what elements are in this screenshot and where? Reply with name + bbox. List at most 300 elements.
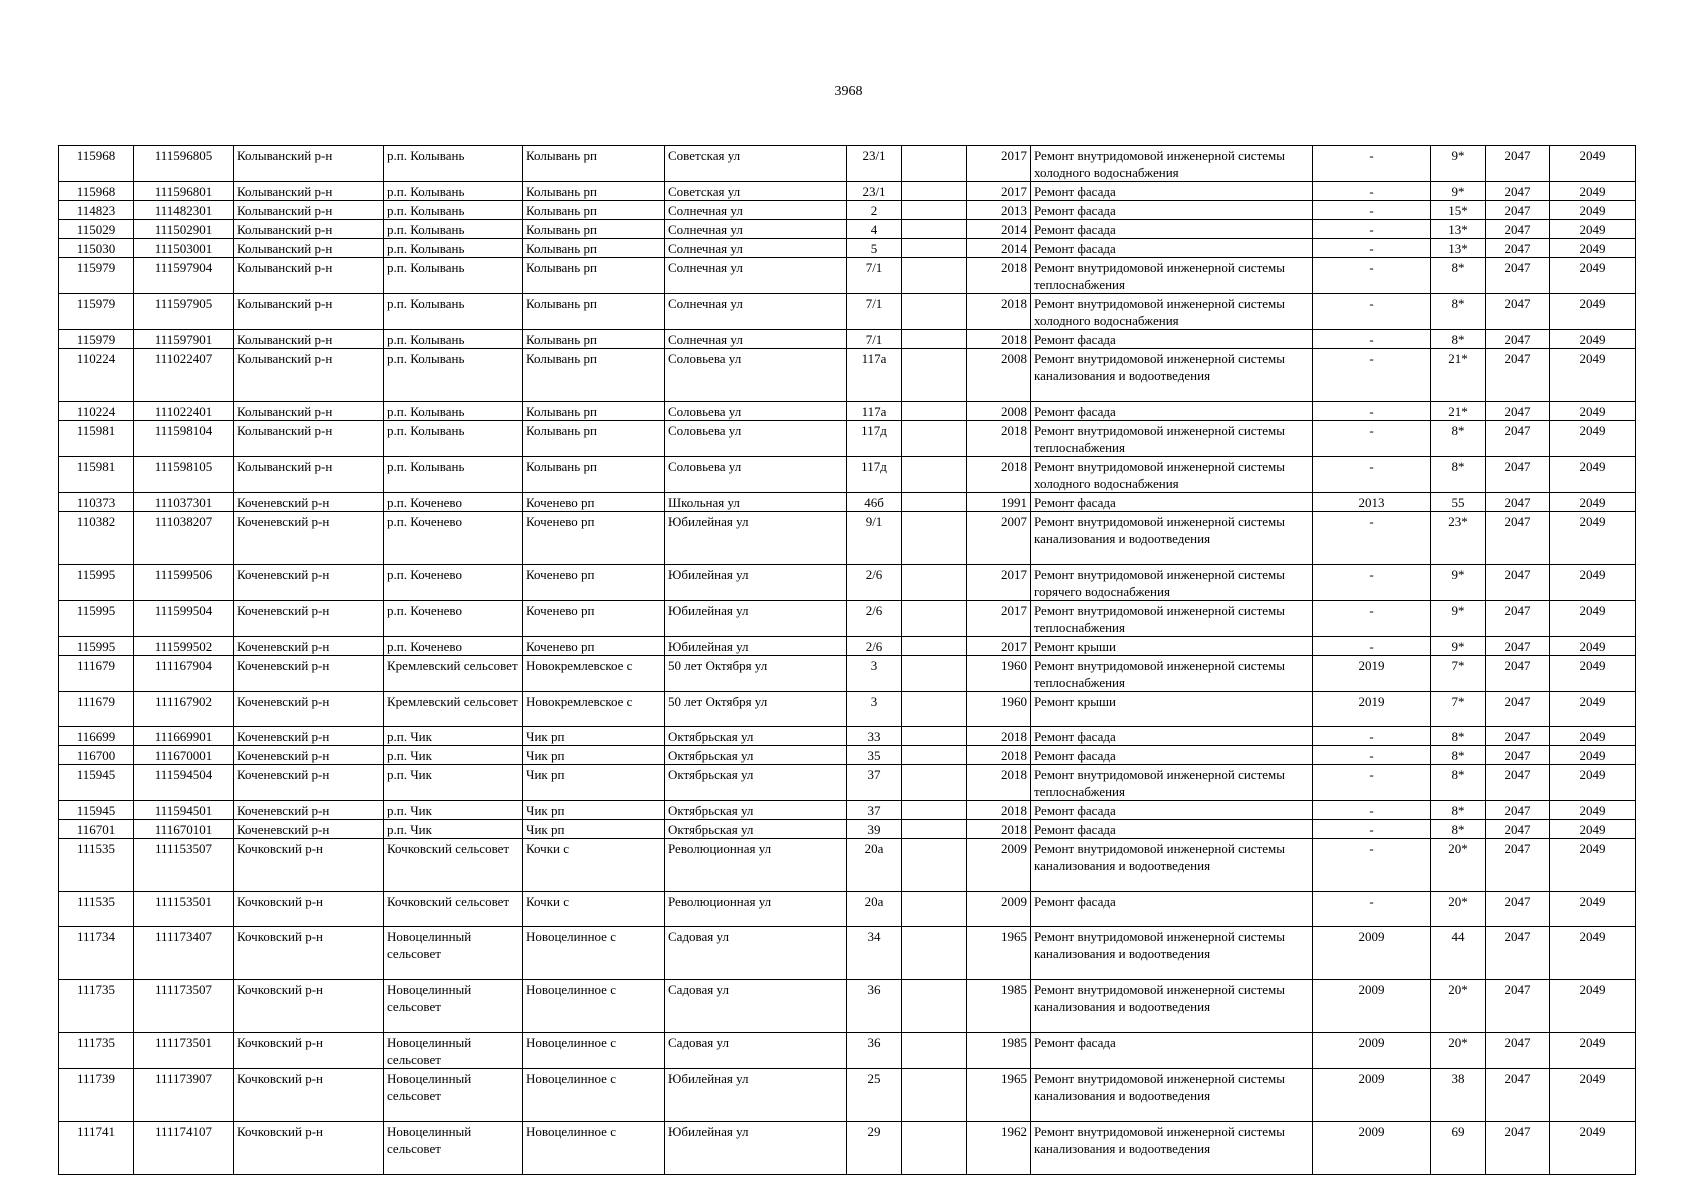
- cell-last-repair-year: -: [1313, 727, 1431, 746]
- table-row: [59, 765, 1636, 801]
- cell-settlement: Чик рп: [523, 820, 665, 839]
- cell-last-repair-year: -: [1313, 565, 1431, 601]
- cell-street: Революционная ул: [665, 892, 847, 927]
- cell-settlement: Чик рп: [523, 746, 665, 765]
- cell-plan-start: 2047: [1486, 746, 1550, 765]
- cell-street: Соловьева ул: [665, 457, 847, 493]
- cell-work-type: Ремонт внутридомовой инженерной системы канализования и водоотведения: [1031, 980, 1313, 1033]
- cell-building: [902, 201, 967, 220]
- cell-wear: 55: [1431, 493, 1486, 512]
- cell-house-id: 111679: [59, 656, 134, 692]
- table-row: [59, 1033, 1636, 1069]
- cell-work-type: Ремонт фасада: [1031, 182, 1313, 201]
- cell-plan-start: 2047: [1486, 402, 1550, 421]
- cell-wear: 9*: [1431, 601, 1486, 637]
- cell-house-id: 115945: [59, 765, 134, 801]
- cell-district: Колыванский р-н: [234, 402, 384, 421]
- cell-wear: 8*: [1431, 330, 1486, 349]
- cell-street: Солнечная ул: [665, 294, 847, 330]
- cell-settlement: Новокремлевское с: [523, 692, 665, 727]
- cell-settlement: Колывань рп: [523, 402, 665, 421]
- cell-plan-end: 2049: [1550, 1122, 1636, 1175]
- cell-street: Юбилейная ул: [665, 637, 847, 656]
- cell-house-number: 20а: [847, 839, 902, 892]
- cell-settlement: Кочки с: [523, 839, 665, 892]
- cell-settlement: Чик рп: [523, 801, 665, 820]
- cell-plan-start: 2047: [1486, 349, 1550, 402]
- cell-district: Кочковский р-н: [234, 927, 384, 980]
- cell-wear: 69: [1431, 1122, 1486, 1175]
- cell-settlement: Колывань рп: [523, 239, 665, 258]
- table-row: [59, 330, 1636, 349]
- cell-plan-end: 2049: [1550, 637, 1636, 656]
- cell-house-number: 3: [847, 692, 902, 727]
- table-row: [59, 801, 1636, 820]
- cell-settlement: Колывань рп: [523, 421, 665, 457]
- cell-house-id: 115979: [59, 294, 134, 330]
- cell-plan-start: 2047: [1486, 294, 1550, 330]
- cell-district: Кочковский р-н: [234, 839, 384, 892]
- cell-street: Октябрьская ул: [665, 801, 847, 820]
- cell-district: Коченевский р-н: [234, 565, 384, 601]
- cell-work-id: 111502901: [134, 220, 234, 239]
- cell-build-year: 2018: [967, 421, 1031, 457]
- cell-wear: 20*: [1431, 892, 1486, 927]
- cell-district: Коченевский р-н: [234, 601, 384, 637]
- cell-work-type: Ремонт внутридомовой инженерной системы горячего водоснабжения: [1031, 565, 1313, 601]
- cell-work-id: 111038207: [134, 512, 234, 565]
- cell-work-id: 111503001: [134, 239, 234, 258]
- cell-build-year: 1991: [967, 493, 1031, 512]
- table-row: [59, 565, 1636, 601]
- cell-settlement: Колывань рп: [523, 457, 665, 493]
- cell-house-id: 111735: [59, 1033, 134, 1069]
- cell-wear: 13*: [1431, 220, 1486, 239]
- cell-house-id: 110224: [59, 402, 134, 421]
- cell-street: Садовая ул: [665, 927, 847, 980]
- cell-work-type: Ремонт фасада: [1031, 330, 1313, 349]
- cell-municipality: р.п. Коченево: [384, 601, 523, 637]
- cell-street: Соловьева ул: [665, 402, 847, 421]
- cell-building: [902, 637, 967, 656]
- cell-district: Колыванский р-н: [234, 258, 384, 294]
- cell-wear: 8*: [1431, 765, 1486, 801]
- cell-house-number: 34: [847, 927, 902, 980]
- cell-building: [902, 330, 967, 349]
- cell-wear: 8*: [1431, 258, 1486, 294]
- cell-municipality: р.п. Колывань: [384, 201, 523, 220]
- cell-work-id: 111022401: [134, 402, 234, 421]
- cell-district: Колыванский р-н: [234, 330, 384, 349]
- cell-house-id: 115979: [59, 330, 134, 349]
- cell-street: Юбилейная ул: [665, 1069, 847, 1122]
- table-row: [59, 892, 1636, 927]
- cell-settlement: Колывань рп: [523, 294, 665, 330]
- cell-last-repair-year: -: [1313, 146, 1431, 182]
- cell-work-id: 111167904: [134, 656, 234, 692]
- cell-district: Кочковский р-н: [234, 1033, 384, 1069]
- cell-municipality: Новоцелинный сельсовет: [384, 980, 523, 1033]
- cell-house-number: 37: [847, 801, 902, 820]
- cell-house-id: 110373: [59, 493, 134, 512]
- cell-building: [902, 692, 967, 727]
- cell-plan-start: 2047: [1486, 1033, 1550, 1069]
- cell-plan-start: 2047: [1486, 765, 1550, 801]
- cell-wear: 38: [1431, 1069, 1486, 1122]
- cell-building: [902, 1033, 967, 1069]
- cell-building: [902, 820, 967, 839]
- cell-settlement: Чик рп: [523, 765, 665, 801]
- cell-work-id: 111167902: [134, 692, 234, 727]
- cell-building: [902, 801, 967, 820]
- cell-work-type: Ремонт внутридомовой инженерной системы канализования и водоотведения: [1031, 349, 1313, 402]
- cell-work-type: Ремонт внутридомовой инженерной системы теплоснабжения: [1031, 421, 1313, 457]
- table-row: [59, 692, 1636, 727]
- cell-work-type: Ремонт внутридомовой инженерной системы холодного водоснабжения: [1031, 457, 1313, 493]
- cell-street: Октябрьская ул: [665, 820, 847, 839]
- cell-municipality: Новоцелинный сельсовет: [384, 1069, 523, 1122]
- cell-district: Коченевский р-н: [234, 727, 384, 746]
- cell-settlement: Колывань рп: [523, 201, 665, 220]
- cell-building: [902, 421, 967, 457]
- page-number: 3968: [834, 84, 863, 99]
- cell-house-id: 111535: [59, 892, 134, 927]
- cell-last-repair-year: 2009: [1313, 1033, 1431, 1069]
- cell-building: [902, 892, 967, 927]
- cell-plan-end: 2049: [1550, 294, 1636, 330]
- cell-work-id: 111022407: [134, 349, 234, 402]
- table-row: [59, 182, 1636, 201]
- cell-work-id: 111597905: [134, 294, 234, 330]
- cell-house-id: 116701: [59, 820, 134, 839]
- cell-last-repair-year: 2013: [1313, 493, 1431, 512]
- cell-build-year: 2017: [967, 182, 1031, 201]
- cell-work-type: Ремонт внутридомовой инженерной системы теплоснабжения: [1031, 656, 1313, 692]
- cell-work-type: Ремонт внутридомовой инженерной системы холодного водоснабжения: [1031, 146, 1313, 182]
- cell-last-repair-year: -: [1313, 746, 1431, 765]
- cell-build-year: 2009: [967, 839, 1031, 892]
- cell-house-number: 117д: [847, 421, 902, 457]
- cell-plan-end: 2049: [1550, 892, 1636, 927]
- cell-house-id: 114823: [59, 201, 134, 220]
- cell-plan-start: 2047: [1486, 692, 1550, 727]
- cell-settlement: Коченево рп: [523, 565, 665, 601]
- cell-district: Колыванский р-н: [234, 146, 384, 182]
- cell-district: Колыванский р-н: [234, 349, 384, 402]
- cell-wear: 21*: [1431, 349, 1486, 402]
- cell-plan-start: 2047: [1486, 239, 1550, 258]
- cell-wear: 7*: [1431, 692, 1486, 727]
- cell-house-id: 111535: [59, 839, 134, 892]
- cell-work-id: 111670101: [134, 820, 234, 839]
- cell-work-id: 111173507: [134, 980, 234, 1033]
- cell-wear: 9*: [1431, 637, 1486, 656]
- cell-municipality: Кочковский сельсовет: [384, 839, 523, 892]
- cell-house-id: 115968: [59, 146, 134, 182]
- cell-district: Коченевский р-н: [234, 493, 384, 512]
- cell-district: Кочковский р-н: [234, 1069, 384, 1122]
- cell-municipality: Новоцелинный сельсовет: [384, 1122, 523, 1175]
- cell-wear: 8*: [1431, 727, 1486, 746]
- cell-work-type: Ремонт внутридомовой инженерной системы канализования и водоотведения: [1031, 512, 1313, 565]
- cell-last-repair-year: -: [1313, 457, 1431, 493]
- cell-plan-end: 2049: [1550, 182, 1636, 201]
- cell-plan-start: 2047: [1486, 512, 1550, 565]
- cell-house-number: 117д: [847, 457, 902, 493]
- cell-house-number: 23/1: [847, 182, 902, 201]
- cell-settlement: Колывань рп: [523, 330, 665, 349]
- table-row: [59, 637, 1636, 656]
- cell-work-type: Ремонт фасада: [1031, 892, 1313, 927]
- cell-house-number: 35: [847, 746, 902, 765]
- cell-house-number: 37: [847, 765, 902, 801]
- cell-building: [902, 1069, 967, 1122]
- cell-plan-end: 2049: [1550, 820, 1636, 839]
- cell-municipality: Новоцелинный сельсовет: [384, 927, 523, 980]
- table-row: [59, 239, 1636, 258]
- cell-street: Солнечная ул: [665, 201, 847, 220]
- cell-plan-start: 2047: [1486, 801, 1550, 820]
- cell-settlement: Колывань рп: [523, 258, 665, 294]
- cell-plan-end: 2049: [1550, 349, 1636, 402]
- cell-plan-start: 2047: [1486, 565, 1550, 601]
- cell-last-repair-year: -: [1313, 182, 1431, 201]
- cell-settlement: Новоцелинное с: [523, 1122, 665, 1175]
- cell-work-type: Ремонт фасада: [1031, 239, 1313, 258]
- cell-wear: 21*: [1431, 402, 1486, 421]
- cell-wear: 8*: [1431, 457, 1486, 493]
- cell-plan-end: 2049: [1550, 565, 1636, 601]
- cell-wear: 20*: [1431, 980, 1486, 1033]
- cell-plan-end: 2049: [1550, 927, 1636, 980]
- cell-municipality: Новоцелинный сельсовет: [384, 1033, 523, 1069]
- cell-municipality: р.п. Чик: [384, 820, 523, 839]
- cell-house-number: 33: [847, 727, 902, 746]
- cell-street: Революционная ул: [665, 839, 847, 892]
- cell-district: Колыванский р-н: [234, 421, 384, 457]
- cell-municipality: р.п. Колывань: [384, 220, 523, 239]
- cell-wear: 44: [1431, 927, 1486, 980]
- cell-house-number: 7/1: [847, 294, 902, 330]
- cell-plan-end: 2049: [1550, 801, 1636, 820]
- cell-work-id: 111037301: [134, 493, 234, 512]
- cell-work-type: Ремонт фасада: [1031, 201, 1313, 220]
- cell-settlement: Новоцелинное с: [523, 1033, 665, 1069]
- cell-building: [902, 727, 967, 746]
- cell-work-type: Ремонт внутридомовой инженерной системы канализования и водоотведения: [1031, 839, 1313, 892]
- cell-street: Советская ул: [665, 182, 847, 201]
- cell-build-year: 1960: [967, 692, 1031, 727]
- cell-build-year: 1965: [967, 1069, 1031, 1122]
- cell-house-number: 29: [847, 1122, 902, 1175]
- cell-last-repair-year: -: [1313, 765, 1431, 801]
- cell-house-number: 39: [847, 820, 902, 839]
- cell-wear: 8*: [1431, 820, 1486, 839]
- cell-plan-start: 2047: [1486, 820, 1550, 839]
- cell-municipality: р.п. Чик: [384, 765, 523, 801]
- cell-building: [902, 493, 967, 512]
- cell-settlement: Коченево рп: [523, 512, 665, 565]
- cell-house-id: 111679: [59, 692, 134, 727]
- cell-plan-end: 2049: [1550, 692, 1636, 727]
- table-row: [59, 349, 1636, 402]
- table-row: [59, 294, 1636, 330]
- cell-plan-end: 2049: [1550, 601, 1636, 637]
- table-row: [59, 457, 1636, 493]
- cell-work-type: Ремонт внутридомовой инженерной системы канализования и водоотведения: [1031, 1122, 1313, 1175]
- cell-house-number: 20а: [847, 892, 902, 927]
- cell-work-id: 111482301: [134, 201, 234, 220]
- cell-build-year: 2009: [967, 892, 1031, 927]
- cell-street: Юбилейная ул: [665, 565, 847, 601]
- cell-build-year: 2017: [967, 565, 1031, 601]
- cell-work-type: Ремонт фасада: [1031, 220, 1313, 239]
- table-row: [59, 1069, 1636, 1122]
- cell-building: [902, 601, 967, 637]
- cell-plan-start: 2047: [1486, 1069, 1550, 1122]
- cell-work-type: Ремонт внутридомовой инженерной системы канализования и водоотведения: [1031, 1069, 1313, 1122]
- cell-house-id: 115995: [59, 601, 134, 637]
- cell-building: [902, 980, 967, 1033]
- cell-street: 50 лет Октября ул: [665, 656, 847, 692]
- cell-district: Коченевский р-н: [234, 765, 384, 801]
- cell-plan-end: 2049: [1550, 258, 1636, 294]
- cell-district: Коченевский р-н: [234, 656, 384, 692]
- cell-building: [902, 839, 967, 892]
- cell-build-year: 1962: [967, 1122, 1031, 1175]
- cell-plan-end: 2049: [1550, 330, 1636, 349]
- cell-plan-start: 2047: [1486, 980, 1550, 1033]
- cell-street: Юбилейная ул: [665, 1122, 847, 1175]
- cell-plan-start: 2047: [1486, 839, 1550, 892]
- table-row: [59, 201, 1636, 220]
- cell-house-number: 3: [847, 656, 902, 692]
- cell-settlement: Кочки с: [523, 892, 665, 927]
- cell-build-year: 2018: [967, 258, 1031, 294]
- cell-house-id: 115029: [59, 220, 134, 239]
- cell-house-id: 111739: [59, 1069, 134, 1122]
- cell-building: [902, 182, 967, 201]
- cell-house-number: 117а: [847, 349, 902, 402]
- cell-build-year: 2018: [967, 746, 1031, 765]
- cell-building: [902, 258, 967, 294]
- cell-work-type: Ремонт крыши: [1031, 637, 1313, 656]
- table-row: [59, 727, 1636, 746]
- cell-last-repair-year: -: [1313, 330, 1431, 349]
- cell-wear: 7*: [1431, 656, 1486, 692]
- table-row: [59, 512, 1636, 565]
- cell-work-type: Ремонт внутридомовой инженерной системы теплоснабжения: [1031, 601, 1313, 637]
- cell-house-number: 2/6: [847, 565, 902, 601]
- cell-building: [902, 746, 967, 765]
- cell-work-id: 111596805: [134, 146, 234, 182]
- cell-wear: 8*: [1431, 421, 1486, 457]
- cell-settlement: Колывань рп: [523, 349, 665, 402]
- cell-settlement: Новоцелинное с: [523, 980, 665, 1033]
- cell-build-year: 1985: [967, 980, 1031, 1033]
- cell-plan-end: 2049: [1550, 1069, 1636, 1122]
- cell-municipality: р.п. Колывань: [384, 330, 523, 349]
- cell-building: [902, 294, 967, 330]
- cell-work-id: 111594504: [134, 765, 234, 801]
- cell-district: Кочковский р-н: [234, 980, 384, 1033]
- cell-work-id: 111599504: [134, 601, 234, 637]
- cell-district: Колыванский р-н: [234, 294, 384, 330]
- cell-house-id: 110224: [59, 349, 134, 402]
- cell-municipality: р.п. Колывань: [384, 457, 523, 493]
- cell-work-id: 111597901: [134, 330, 234, 349]
- cell-work-type: Ремонт фасада: [1031, 1033, 1313, 1069]
- cell-work-id: 111173407: [134, 927, 234, 980]
- cell-build-year: 2014: [967, 239, 1031, 258]
- cell-settlement: Новоцелинное с: [523, 1069, 665, 1122]
- cell-building: [902, 146, 967, 182]
- cell-building: [902, 765, 967, 801]
- cell-plan-end: 2049: [1550, 201, 1636, 220]
- cell-wear: 9*: [1431, 565, 1486, 601]
- cell-plan-start: 2047: [1486, 201, 1550, 220]
- cell-municipality: р.п. Колывань: [384, 421, 523, 457]
- cell-work-type: Ремонт крыши: [1031, 692, 1313, 727]
- cell-wear: 9*: [1431, 182, 1486, 201]
- cell-district: Колыванский р-н: [234, 220, 384, 239]
- cell-build-year: 2018: [967, 801, 1031, 820]
- cell-last-repair-year: 2009: [1313, 927, 1431, 980]
- cell-district: Кочковский р-н: [234, 892, 384, 927]
- cell-last-repair-year: -: [1313, 201, 1431, 220]
- cell-last-repair-year: -: [1313, 512, 1431, 565]
- cell-plan-end: 2049: [1550, 146, 1636, 182]
- cell-plan-start: 2047: [1486, 637, 1550, 656]
- cell-municipality: Кремлевский сельсовет: [384, 692, 523, 727]
- cell-house-id: 115981: [59, 457, 134, 493]
- cell-last-repair-year: -: [1313, 637, 1431, 656]
- cell-work-type: Ремонт фасада: [1031, 727, 1313, 746]
- cell-municipality: р.п. Колывань: [384, 182, 523, 201]
- cell-house-id: 115995: [59, 637, 134, 656]
- cell-settlement: Коченево рп: [523, 601, 665, 637]
- cell-house-id: 115968: [59, 182, 134, 201]
- cell-district: Коченевский р-н: [234, 512, 384, 565]
- cell-last-repair-year: 2009: [1313, 1069, 1431, 1122]
- cell-house-number: 36: [847, 980, 902, 1033]
- cell-building: [902, 512, 967, 565]
- cell-house-number: 2: [847, 201, 902, 220]
- cell-wear: 20*: [1431, 839, 1486, 892]
- cell-house-number: 23/1: [847, 146, 902, 182]
- cell-district: Колыванский р-н: [234, 201, 384, 220]
- cell-last-repair-year: -: [1313, 801, 1431, 820]
- table-row: [59, 601, 1636, 637]
- cell-house-number: 117а: [847, 402, 902, 421]
- cell-plan-start: 2047: [1486, 457, 1550, 493]
- cell-build-year: 2018: [967, 727, 1031, 746]
- cell-house-id: 115981: [59, 421, 134, 457]
- cell-build-year: 2018: [967, 765, 1031, 801]
- cell-municipality: р.п. Чик: [384, 727, 523, 746]
- table-row: [59, 927, 1636, 980]
- cell-build-year: 2007: [967, 512, 1031, 565]
- cell-build-year: 2017: [967, 146, 1031, 182]
- cell-house-number: 7/1: [847, 258, 902, 294]
- table-row: [59, 493, 1636, 512]
- cell-street: Советская ул: [665, 146, 847, 182]
- cell-wear: 9*: [1431, 146, 1486, 182]
- cell-build-year: 1965: [967, 927, 1031, 980]
- cell-municipality: р.п. Коченево: [384, 493, 523, 512]
- cell-street: Юбилейная ул: [665, 512, 847, 565]
- cell-district: Колыванский р-н: [234, 182, 384, 201]
